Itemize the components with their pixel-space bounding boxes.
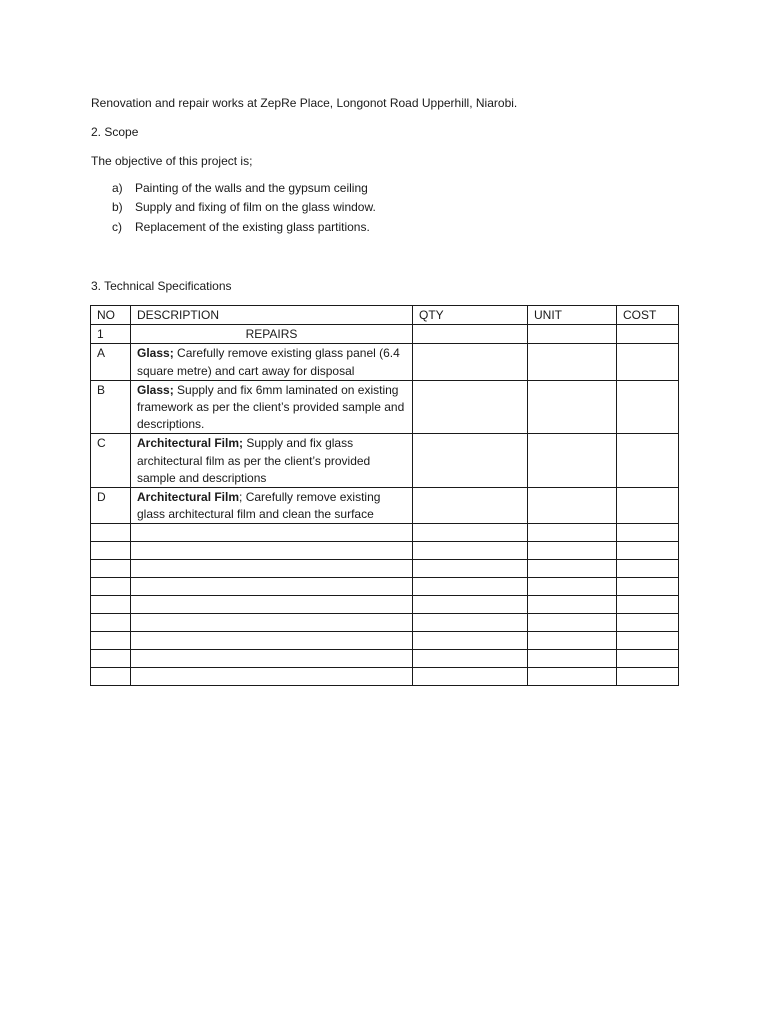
row-no: [91, 632, 131, 650]
cell-qty: [413, 542, 528, 560]
intro-text: Renovation and repair works at ZepRe Place, Longonot Road Upperhill, Niarobi.: [91, 96, 518, 110]
row-description: [131, 578, 413, 596]
row-item-text: Carefully remove existing glass panel (6.4 square metre) and cart away for disposal: [137, 346, 400, 378]
empty-table-row: [91, 542, 679, 560]
row-item-text: Supply and fix 6mm laminated on existing framework as per the client’s provided sample and descriptions.: [137, 382, 405, 432]
empty-table-row: [91, 650, 679, 668]
row-description: [131, 632, 413, 650]
row-description: [131, 614, 413, 632]
cell-unit: [528, 632, 617, 650]
row-no: [91, 596, 131, 614]
cell-unit: [528, 542, 617, 560]
empty-table-row: [91, 596, 679, 614]
row-description: [131, 668, 413, 686]
row-description: [131, 434, 413, 488]
cell-cost: [617, 578, 679, 596]
list-item: [112, 200, 376, 219]
row-no: A: [91, 344, 131, 380]
empty-table-row: [91, 632, 679, 650]
list-marker: c): [112, 219, 122, 234]
cell-cost: [617, 560, 679, 578]
empty-table-row: [91, 614, 679, 632]
cell-qty: [413, 344, 528, 380]
row-item-name: Glass;: [137, 382, 174, 397]
row-no: [91, 668, 131, 686]
header-no: NO: [91, 306, 131, 325]
cell-qty: [413, 650, 528, 668]
cell-unit: [528, 596, 617, 614]
cell-qty: [413, 434, 528, 488]
list-item: [112, 220, 376, 239]
cell-qty: [413, 325, 528, 344]
cell-cost: [617, 632, 679, 650]
row-no: [91, 560, 131, 578]
cell-unit: [528, 560, 617, 578]
row-description: [131, 542, 413, 560]
cell-cost: [617, 434, 679, 488]
cell-unit: [528, 434, 617, 488]
row-item-text: ; Carefully remove existing glass architectural film and clean the surface: [137, 490, 381, 522]
empty-table-row: [91, 668, 679, 686]
cell-cost: [617, 380, 679, 434]
cell-unit: [528, 380, 617, 434]
cell-qty: [413, 524, 528, 542]
cell-qty: [413, 614, 528, 632]
row-item-name: Glass;: [137, 346, 174, 361]
cell-cost: [617, 325, 679, 344]
row-item-name: Architectural Film: [137, 490, 240, 505]
cell-cost: [617, 650, 679, 668]
cell-unit: [528, 344, 617, 380]
row-description: [131, 650, 413, 668]
header-qty: QTY: [413, 306, 528, 325]
section-title: REPAIRS: [131, 325, 413, 344]
cell-qty: [413, 596, 528, 614]
list-item: [112, 181, 376, 200]
spec-heading: 3. Technical Specifications: [91, 279, 232, 293]
cell-qty: [413, 488, 528, 524]
table-row: [91, 434, 679, 488]
cell-unit: [528, 488, 617, 524]
row-no: B: [91, 380, 131, 434]
row-description: [131, 380, 413, 434]
table-row: [91, 380, 679, 434]
row-item-name: Architectural Film;: [137, 436, 244, 451]
empty-table-row: [91, 560, 679, 578]
cell-qty: [413, 560, 528, 578]
header-description: DESCRIPTION: [131, 306, 413, 325]
cell-unit: [528, 524, 617, 542]
header-unit: UNIT: [528, 306, 617, 325]
list-marker: a): [112, 181, 123, 195]
scope-heading: 2. Scope: [91, 125, 139, 139]
table-header-row: [91, 306, 679, 325]
row-no: D: [91, 488, 131, 524]
list-marker: b): [112, 200, 123, 215]
empty-table-row: [91, 578, 679, 596]
table-row: [91, 488, 679, 524]
specifications-table: [90, 305, 679, 686]
row-no: [91, 542, 131, 560]
row-item-text: Supply and fix glass architectural film as per the client’s provided sample and descriptions: [137, 436, 371, 485]
section-row: [91, 325, 679, 344]
list-item-text: Replacement of the existing glass partitions.: [135, 219, 370, 234]
list-item-text: Supply and fixing of film on the glass window.: [135, 200, 376, 215]
cell-unit: [528, 614, 617, 632]
cell-cost: [617, 488, 679, 524]
cell-cost: [617, 668, 679, 686]
cell-cost: [617, 614, 679, 632]
cell-unit: [528, 650, 617, 668]
table-row: [91, 344, 679, 380]
objective-text: The objective of this project is;: [91, 154, 253, 168]
cell-qty: [413, 632, 528, 650]
cell-qty: [413, 380, 528, 434]
cell-qty: [413, 578, 528, 596]
cell-unit: [528, 325, 617, 344]
row-description: [131, 488, 413, 524]
cell-unit: [528, 578, 617, 596]
cell-cost: [617, 524, 679, 542]
row-description: [131, 344, 413, 380]
list-item-text: Painting of the walls and the gypsum ceiling: [135, 181, 368, 195]
row-no: C: [91, 434, 131, 488]
cell-qty: [413, 668, 528, 686]
cell-unit: [528, 668, 617, 686]
cell-cost: [617, 596, 679, 614]
row-description: [131, 524, 413, 542]
cell-cost: [617, 542, 679, 560]
row-description: [131, 560, 413, 578]
cell-cost: [617, 344, 679, 380]
header-cost: COST: [617, 306, 679, 325]
objectives-list: [112, 181, 376, 239]
row-description: [131, 596, 413, 614]
row-no: [91, 614, 131, 632]
row-no: [91, 524, 131, 542]
section-no: 1: [91, 325, 131, 344]
row-no: [91, 650, 131, 668]
row-no: [91, 578, 131, 596]
empty-table-row: [91, 524, 679, 542]
